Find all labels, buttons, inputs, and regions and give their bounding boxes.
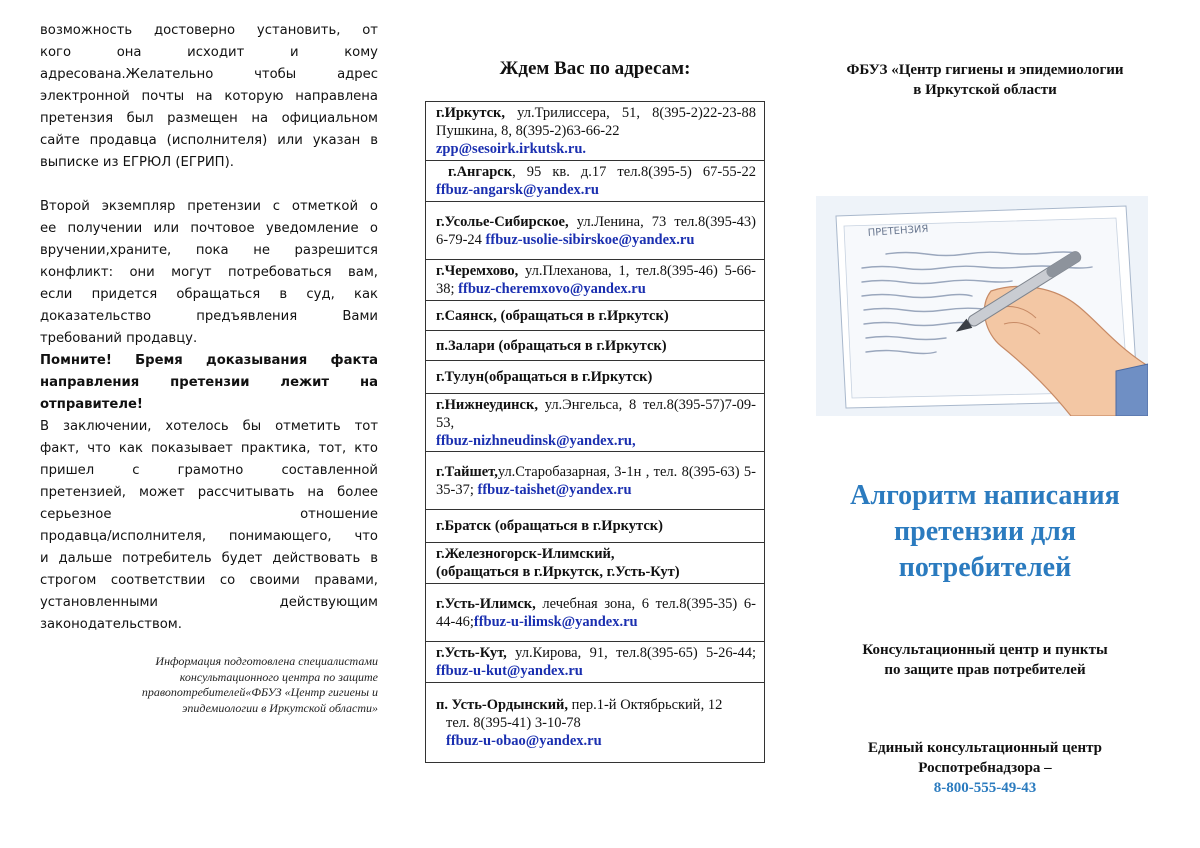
table-row [426, 102, 765, 161]
document-label: ПРЕТЕНЗИЯ [867, 223, 929, 239]
text-line: конфликт: они могут потребоваться вам, [40, 265, 378, 280]
text-line: претензией, может рассчитывать на более [40, 485, 378, 500]
address-cell [426, 202, 765, 260]
city-name: г.Тайшет, [436, 463, 498, 480]
city-name: г.Усть-Илимск, [436, 595, 536, 612]
email-link[interactable]: ffbuz-u-ilimsk@yandex.ru [473, 613, 638, 630]
info-note [100, 654, 378, 716]
org-line: в Иркутской области [913, 82, 1057, 98]
address-text: лечебная зона, 6 тел.8(395-35) 6-44-46; [436, 595, 756, 630]
address-cell [426, 683, 765, 763]
email-link[interactable]: ffbuz-u-obao@yandex.ru [446, 732, 602, 749]
text-line: доказательство предъявления Вами [40, 309, 378, 324]
brochure-title [800, 478, 1170, 586]
table-row [426, 202, 765, 260]
city-name: г.Тулун(обращаться в г.Иркутск) [436, 369, 653, 385]
note-line: консультационного центра по защите [179, 669, 378, 684]
text-line: В заключении, хотелось бы отметить тот [40, 419, 378, 434]
consult-line: по защите прав потребителей [884, 662, 1086, 678]
hotline-phone[interactable]: 8-800-555-49-43 [933, 780, 1037, 796]
address-cell [426, 260, 765, 301]
text-line: факт, что как показывает практика, тот, кто [40, 441, 378, 456]
address-text: ул.Ленина, 73 тел.8(395-43) 6-79-24 [436, 213, 756, 248]
text-line: пришел с грамотно составленной [40, 463, 378, 478]
text-line: электронной почты на которую направлена [40, 89, 378, 104]
hotline-block [800, 738, 1170, 798]
text-line: вручении,храните, пока не разрешится [40, 243, 378, 258]
email-link[interactable]: ffbuz-usolie-sibirskoe@yandex.ru [485, 231, 695, 248]
address-cell [426, 543, 765, 584]
address-text: ул.Плеханова, 1, тел.8(395-46) 5-66-38; [436, 263, 756, 297]
text-line: выписке из ЕГРЮЛ (ЕГРИП). [40, 155, 234, 170]
text-line: продавца/исполнителя, понимающего, что [40, 529, 378, 544]
consult-center [800, 640, 1170, 680]
address-cell [426, 331, 765, 361]
table-row [426, 584, 765, 642]
text-line: ее получении или почтовое уведомление о [40, 221, 378, 236]
city-name: г.Иркутск, [436, 105, 506, 121]
hand-writing-illustration [816, 196, 1148, 416]
text-line: кого она исходит и кому [40, 45, 378, 60]
address-cell [426, 102, 765, 161]
text-line: требований продавцу. [40, 331, 198, 346]
title-line: Алгоритм написания [850, 480, 1120, 511]
addresses-title: Ждем Вас по адресам: [499, 58, 691, 79]
address-cell [426, 642, 765, 683]
title-line: претензии для [894, 516, 1076, 547]
address-text: ул.Трилиссера, 51, 8(395-2)22-23-88 Пушкина, 8, 8(395-2)63-66-22 [436, 105, 756, 139]
text-line: и дальше потребитель будет действовать в [40, 551, 378, 566]
text-line: сайте продавца (исполнителя) или указан в [40, 133, 378, 148]
table-row [426, 642, 765, 683]
city-name: г.Братск (обращаться в г.Иркутск) [436, 518, 663, 534]
address-cell [426, 394, 765, 452]
address-text: ул.Старобазарная, 3-1н , тел. 8(395-63) 5-35-37; [436, 463, 756, 498]
city-name: г.Усолье-Сибирское, [436, 213, 569, 230]
city-name: г.Нижнеудинск, [436, 396, 538, 413]
email-link[interactable]: zpp@sesoirk.irkutsk.ru. [436, 141, 587, 157]
table-row [426, 683, 765, 763]
note-line: эпидемиологии в Иркутской области» [182, 700, 378, 715]
consult-line: Консультационный центр и пункты [862, 642, 1108, 658]
note-line: правопотребителей«ФБУЗ «Центр гигиены и [141, 685, 378, 699]
address-cell [426, 584, 765, 642]
table-row [426, 361, 765, 394]
address-cell [426, 161, 765, 202]
email-link[interactable]: ffbuz-cheremxovo@yandex.ru [458, 281, 646, 297]
city-name: п. Усть-Ордынский, [436, 696, 569, 713]
paragraph-remember [40, 350, 378, 416]
organization-name [800, 60, 1170, 100]
text-line: Помните! Бремя доказывания факта [40, 353, 378, 368]
text-line: серьезное отношение [40, 507, 378, 522]
paragraph-conclusion [40, 416, 378, 636]
email-link[interactable]: ffbuz-angarsk@yandex.ru [436, 182, 599, 198]
email-link[interactable]: ffbuz-taishet@yandex.ru [477, 481, 632, 498]
address-table [425, 101, 765, 763]
paragraph-email-advice [40, 20, 378, 174]
table-row [426, 161, 765, 202]
text-line: Второй экземпляр претензии с отметкой о [40, 199, 378, 214]
address-cell [426, 361, 765, 394]
phone-text: тел. 8(395-41) 3-10-78 [446, 714, 581, 731]
city-name: г.Саянск, (обращаться в г.Иркутск) [436, 307, 669, 324]
org-line: ФБУЗ «Центр гигиены и эпидемиологии [846, 62, 1124, 78]
address-note: (обращаться в г.Иркутск, г.Усть-Кут) [436, 564, 680, 580]
text-line: если придется обращаться в суд, как [40, 287, 378, 302]
text-line: направления претензии лежит на [40, 375, 378, 390]
address-cell [426, 510, 765, 543]
table-row [426, 543, 765, 584]
city-name: г.Черемхово, [436, 263, 519, 279]
title-line: потребителей [898, 552, 1072, 583]
city-name: п.Залари (обращаться в г.Иркутск) [436, 337, 667, 354]
note-line: Информация подготовлена специалистами [155, 654, 378, 668]
left-column [40, 20, 378, 636]
table-row [426, 331, 765, 361]
text-line: претензия был размещен на официальном [40, 111, 378, 126]
table-row [426, 301, 765, 331]
address-text: , 95 кв. д.17 тел.8(395-5) 67-55-22 [512, 164, 756, 180]
text-line: законодательством. [40, 617, 182, 632]
address-text: пер.1-й Октябрьский, 12 [568, 696, 723, 713]
city-name: г.Ангарск [448, 164, 513, 180]
table-row [426, 510, 765, 543]
hotline-line: Роспотребнадзора – [918, 760, 1052, 776]
text-line: строгом соответствии со своими правами, [40, 573, 378, 588]
city-name: г.Усть-Кут, [436, 645, 507, 661]
paragraph-second-copy [40, 196, 378, 350]
email-link[interactable]: ffbuz-u-kut@yandex.ru [436, 663, 583, 679]
table-row [426, 260, 765, 301]
text-line: возможность достоверно установить, от [40, 23, 378, 38]
text-line: установленными действующим [40, 595, 378, 610]
hotline-line: Единый консультационный центр [868, 740, 1102, 756]
city-name: г.Железногорск-Илимский, [436, 546, 615, 562]
email-link[interactable]: ffbuz-nizhneudinsk@yandex.ru, [436, 432, 636, 449]
text-line: адресована.Желательно чтобы адрес [40, 67, 378, 82]
table-row [426, 452, 765, 510]
address-cell [426, 452, 765, 510]
address-text: ул.Энгельса, 8 тел.8(395-57)7-09-53, [436, 396, 756, 431]
text-line: отправителе! [40, 397, 143, 412]
table-row [426, 394, 765, 452]
address-cell [426, 301, 765, 331]
address-text: ул.Кирова, 91, тел.8(395-65) 5-26-44; [506, 645, 756, 661]
